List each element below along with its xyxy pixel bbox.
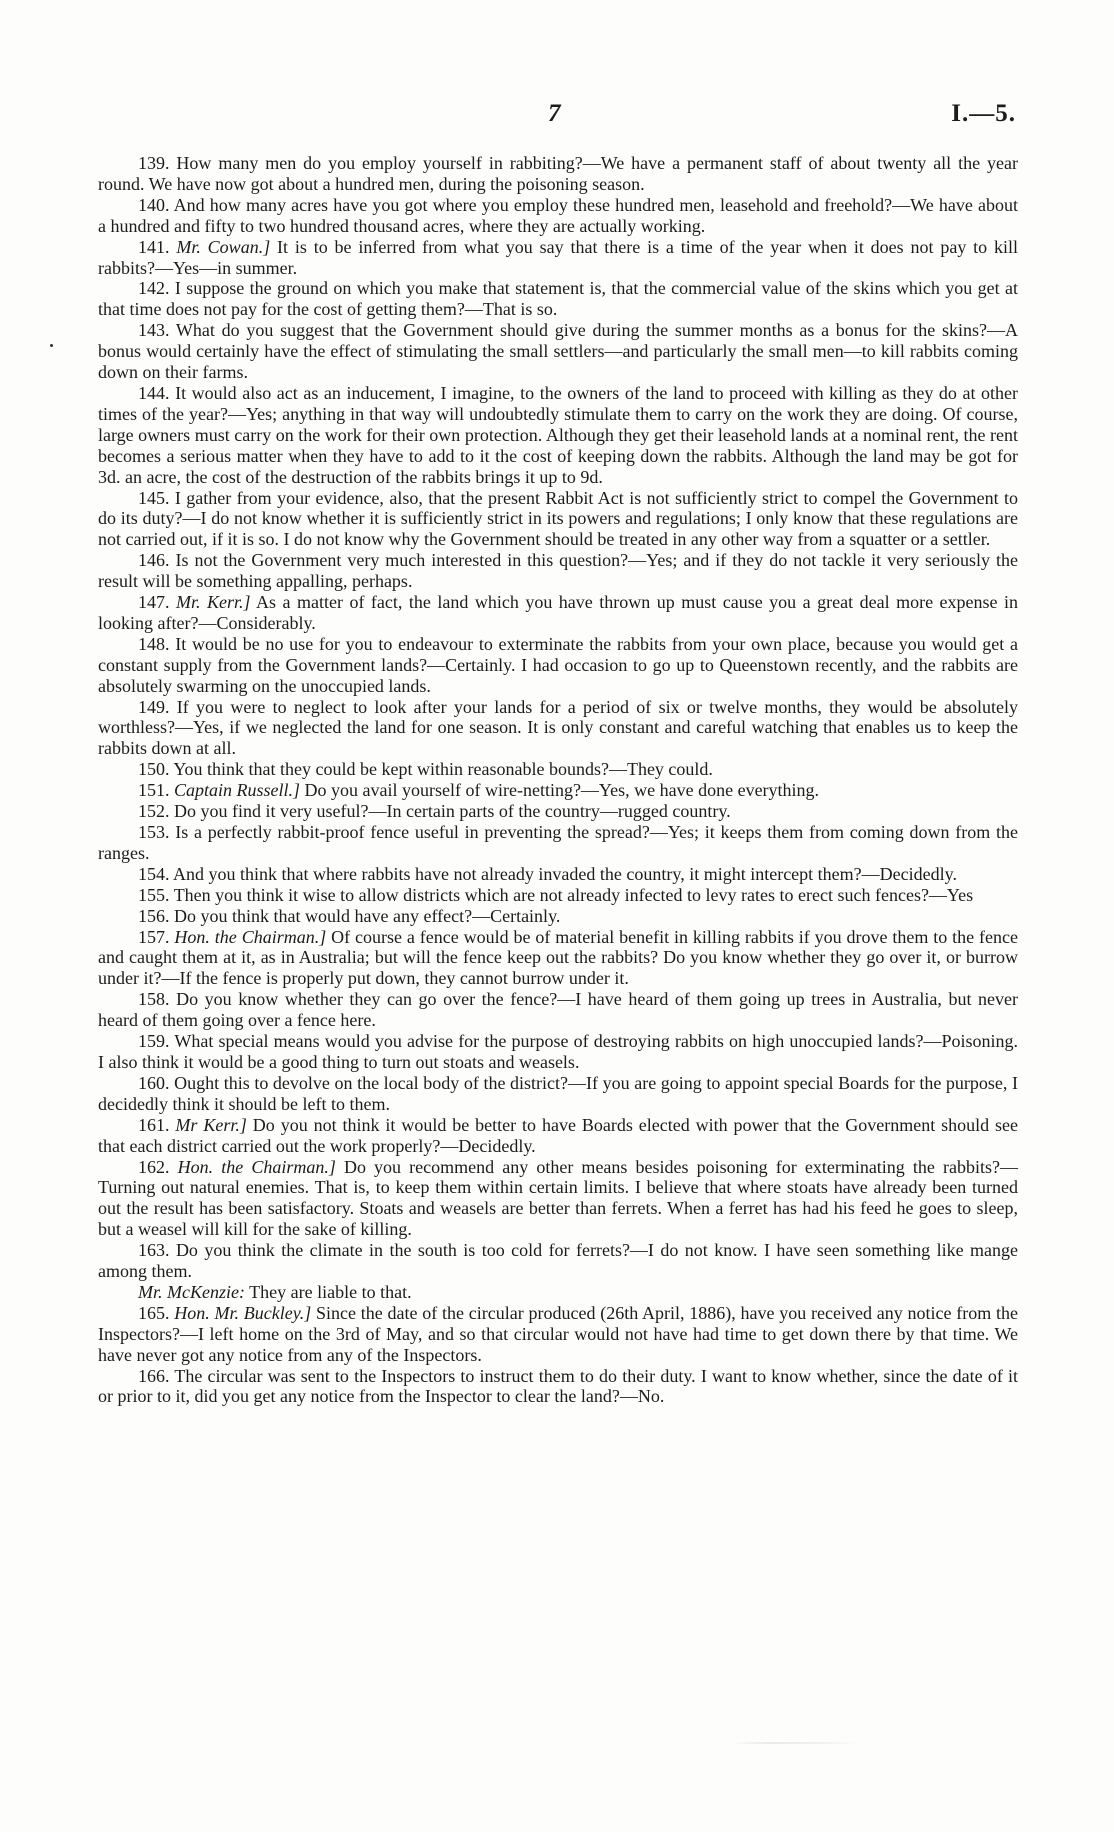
- testimony-paragraph: [98, 237, 1018, 279]
- testimony-text: Do you recommend any other means besides poisoning for exterminating the rabbits?—Turning out natural enemies. That is, to keep them within certain limits. I believe that where stoats have already been turned out the result has been satisfactory. Stoats and weasels are better than ferrets. When a ferret has had his feed he goes to sleep, but a weasel will kill for the sake of killing.: [98, 1156, 1018, 1240]
- testimony-text: I gather from your evidence, also, that the present Rabbit Act is not sufficiently strict to compel the Government to do its duty?—I do not know whether it is sufficiently strict in its powers and regulations; I only know that these regulations are not carried out, if it is so. I do not know why the Government should be treated in any other way from a squatter or a settler.: [98, 487, 1019, 550]
- question-number: 163.: [138, 1240, 170, 1261]
- page-smudge: [730, 1742, 860, 1744]
- testimony-text: Do you know whether they can go over the fence?—I have heard of them going up trees in Australia, but never heard of them going over a fence here.: [98, 989, 1018, 1031]
- testimony-text: Do you think that would have any effect?—Certainly.: [174, 905, 561, 926]
- testimony-text: It is to be inferred from what you say that there is a time of the year when it does not pay to kill rabbits?—Yes—in summer.: [98, 236, 1019, 278]
- testimony-paragraph: [98, 383, 1018, 488]
- testimony-text: Is not the Government very much interested in this question?—Yes; and if they do not tackle it very seriously the result will be something appalling, perhaps.: [98, 550, 1019, 592]
- testimony-paragraph: [98, 1303, 1018, 1366]
- testimony-paragraph: [98, 1115, 1018, 1157]
- question-number: 157.: [138, 926, 170, 947]
- question-number: 165.: [138, 1302, 170, 1323]
- speaker-name: Hon. the Chairman.]: [174, 926, 327, 947]
- question-number: 158.: [138, 989, 170, 1010]
- testimony-text: What do you suggest that the Government should give during the summer months as a bonus for the skins?—A bonus would certainly have the effect of stimulating the small settlers—and particularly the small men—to kill rabbits coming down on their farms.: [98, 320, 1018, 383]
- testimony-text: Ought this to devolve on the local body of the district?—If you are going to appoint special Boards for the purpose, I decidedly think it should be left to them.: [98, 1072, 1019, 1114]
- testimony-paragraph: [98, 592, 1018, 634]
- page-number: 7: [548, 100, 561, 127]
- testimony-text: Of course a fence would be of material benefit in killing rabbits if you drove them to the fence and caught them at it, as in Australia; but will the fence keep out the rabbits? Do you know whether they go over it, or burrow under it?—If the fence is properly put down, they cannot burrow under it.: [98, 926, 1019, 989]
- question-number: 142.: [138, 278, 170, 299]
- testimony-paragraph: [98, 1240, 1018, 1282]
- testimony-paragraph: [98, 885, 1018, 906]
- testimony-paragraph: [98, 1157, 1018, 1241]
- testimony-text: They are liable to that.: [249, 1281, 412, 1302]
- speaker-name: Hon. Mr. Buckley.]: [174, 1302, 312, 1323]
- testimony-text: It would also act as an inducement, I imagine, to the owners of the land to proceed with killing as they do at other times of the year?—Yes; anything in that way will undoubtedly stimulate them to carry on the work they are doing. Of course, large owners must carry on the work for their own protection. Although they get their leasehold lands at a nominal rent, the rent becomes a serious matter when they have to add to it the cost of keeping down the rabbits. Although the land may be got for 3d. an acre, the cost of the destruction of the rabbits brings it up to 9d.: [98, 382, 1019, 487]
- testimony-paragraph: [98, 195, 1018, 237]
- testimony-paragraph: [98, 278, 1018, 320]
- testimony-paragraph: [98, 780, 1018, 801]
- testimony-paragraph: [98, 989, 1018, 1031]
- testimony-paragraph: [98, 906, 1018, 927]
- question-number: 145.: [138, 487, 170, 508]
- speaker-name: Mr. Kerr.]: [176, 592, 251, 613]
- testimony-text: I suppose the ground on which you make that statement is, that the commercial value of the skins which you get at that time does not pay for the cost of getting them?—That is so.: [98, 278, 1018, 320]
- testimony-text: Do you not think it would be better to have Boards elected with power that the Government should see that each district carried out the work properly?—Decidedly.: [98, 1114, 1019, 1156]
- question-number: 151.: [138, 780, 170, 801]
- question-number: 150.: [138, 759, 170, 780]
- question-number: 160.: [138, 1072, 170, 1093]
- testimony-text: Do you avail yourself of wire-netting?—Yes, we have done everything.: [304, 780, 820, 801]
- question-number: 139.: [138, 153, 170, 173]
- question-number: 147.: [138, 592, 170, 613]
- testimony-text: And how many acres have you got where you employ these hundred men, leasehold and freehold?—We have about a hundred and fifty to two hundred thousand acres, where they are actually working.: [98, 194, 1018, 236]
- testimony-text: It would be no use for you to endeavour to exterminate the rabbits from your own place, because you would get a constant supply from the Government lands?—Certainly. I had occasion to go up to Queenstown recently, and the rabbits are absolutely swarming on the unoccupied lands.: [98, 633, 1019, 696]
- margin-dot: [50, 344, 53, 347]
- testimony-paragraph: [98, 1366, 1018, 1408]
- speaker-name: Hon. the Chairman.]: [177, 1156, 336, 1177]
- evidence-transcript: [98, 153, 1018, 1407]
- testimony-text: Since the date of the circular produced (26th April, 1886), have you received any notice from the Inspectors?—I left home on the 3rd of May, and so that circular would not have had time to get down there by that time. We have never got any notice from any of the Inspectors.: [98, 1302, 1019, 1365]
- testimony-paragraph: [98, 153, 1018, 195]
- testimony-text: The circular was sent to the Inspectors to instruct them to do their duty. I want to know whether, since the date of it or prior to it, did you get any notice from the Inspector to clear the land?—No.: [98, 1365, 1018, 1407]
- testimony-paragraph: [98, 320, 1018, 383]
- question-number: 154.: [138, 863, 170, 884]
- testimony-paragraph: [98, 634, 1018, 697]
- testimony-paragraph: [98, 1073, 1018, 1115]
- testimony-paragraph: [98, 1282, 1018, 1303]
- testimony-paragraph: [98, 864, 1018, 885]
- testimony-text: Do you think the climate in the south is too cold for ferrets?—I do not know. I have seen something like mange among them.: [98, 1240, 1019, 1282]
- question-number: 156.: [138, 905, 170, 926]
- testimony-text: If you were to neglect to look after your lands for a period of six or twelve months, they would be absolutely worthless?—Yes, if we neglected the land for one season. It is only constant and careful watching that enables us to keep the rabbits down at all.: [98, 696, 1018, 759]
- testimony-paragraph: [98, 1031, 1018, 1073]
- testimony-text: Do you find it very useful?—In certain parts of the country—rugged country.: [174, 801, 731, 822]
- question-number: 152.: [138, 801, 170, 822]
- question-number: 141.: [138, 236, 170, 257]
- document-reference: I.—5.: [951, 100, 1016, 127]
- question-number: 140.: [138, 194, 170, 215]
- testimony-text: Then you think it wise to allow districts which are not already infected to levy rates to erect such fences?—Yes: [173, 884, 974, 905]
- question-number: 153.: [138, 822, 170, 842]
- testimony-paragraph: [98, 927, 1018, 990]
- question-number: 155.: [138, 884, 170, 905]
- question-number: 143.: [138, 320, 170, 341]
- testimony-paragraph: [98, 697, 1018, 760]
- testimony-paragraph: [98, 759, 1018, 780]
- testimony-text: Is a perfectly rabbit-proof fence useful in preventing the spread?—Yes; it keeps them from coming down from the ranges.: [98, 822, 1019, 863]
- testimony-paragraph: [98, 488, 1018, 551]
- question-number: 148.: [138, 633, 170, 654]
- testimony-text: What special means would you advise for the purpose of destroying rabbits on high unoccupied lands?—Poisoning. I also think it would be a good thing to turn out stoats and weasels.: [98, 1031, 1018, 1072]
- question-number: 166.: [138, 1365, 170, 1386]
- testimony-text: And you think that where rabbits have not already invaded the country, it might intercept them?—Decidedly.: [173, 863, 957, 884]
- speaker-name: Captain Russell.]: [174, 780, 301, 801]
- testimony-paragraph: [98, 801, 1018, 822]
- testimony-text: As a matter of fact, the land which you have thrown up must cause you a great deal more expense in looking after?—Considerably.: [98, 592, 1019, 633]
- question-number: 144.: [138, 382, 170, 403]
- page-header: [0, 100, 1114, 136]
- speaker-name: Mr. Cowan.]: [176, 236, 271, 257]
- question-number: 146.: [138, 550, 170, 571]
- question-number: 149.: [138, 696, 170, 717]
- question-number: 162.: [138, 1156, 170, 1177]
- testimony-text: You think that they could be kept within reasonable bounds?—They could.: [173, 759, 713, 780]
- testimony-paragraph: [98, 822, 1018, 864]
- testimony-text: How many men do you employ yourself in rabbiting?—We have a permanent staff of about twenty all the year round. We have now got about a hundred men, during the poisoning season.: [98, 153, 1018, 194]
- question-number: 161.: [138, 1114, 170, 1135]
- speaker-name: Mr. McKenzie:: [138, 1281, 245, 1302]
- question-number: 159.: [138, 1031, 170, 1052]
- speaker-name: Mr Kerr.]: [175, 1114, 247, 1135]
- testimony-paragraph: [98, 550, 1018, 592]
